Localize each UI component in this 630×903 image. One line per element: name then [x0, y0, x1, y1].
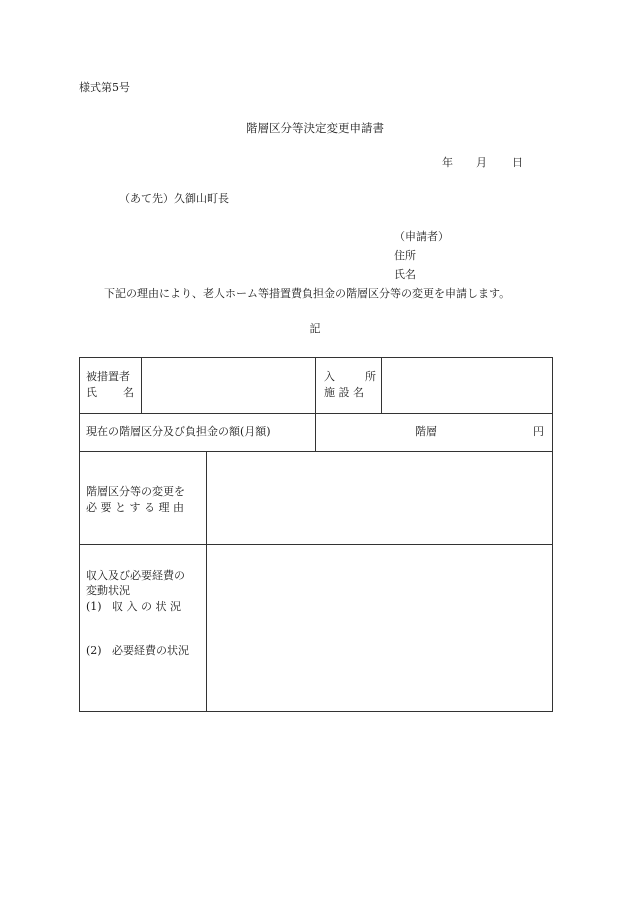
reason-field[interactable]: [207, 452, 552, 544]
person-label: 被措置者: [86, 370, 130, 383]
applicant-address-label: 住所: [394, 249, 416, 262]
date-month-label: 月: [476, 156, 487, 169]
applicant-label: （申請者）: [394, 230, 449, 243]
yen-unit-label: 円: [533, 425, 544, 438]
income-item-2-number: (2): [86, 644, 102, 657]
form-number: 様式第5号: [79, 81, 130, 94]
applicant-name-label: 氏名: [394, 268, 416, 281]
facility-name-field[interactable]: [382, 358, 552, 413]
date-year-label: 年: [442, 156, 453, 169]
facility-label-b: 所: [365, 370, 376, 383]
application-statement: 下記の理由により、老人ホーム等措置費負担金の階層区分等の変更を申請します。: [104, 287, 511, 300]
ki-marker: 記: [309, 322, 321, 335]
application-table: [79, 357, 553, 712]
reason-label-line2: 必 要 と す る 理 由: [86, 501, 184, 514]
person-name-label-a: 氏: [86, 386, 97, 399]
facility-name-label: 施 設 名: [324, 386, 364, 399]
facility-label-a: 入: [324, 370, 335, 383]
income-item-1-label: 収 入 の 状 況: [112, 600, 181, 613]
document-title: 階層区分等決定変更申請書: [246, 121, 384, 135]
income-label-line2: 変動状況: [86, 584, 130, 597]
income-item-2-label: 必要経費の状況: [112, 644, 189, 657]
income-item-1-number: (1): [86, 600, 102, 613]
current-tier-label: 現在の階層区分及び負担金の額(月額): [86, 425, 271, 438]
tier-unit-label: 階層: [415, 425, 437, 438]
addressee: （あて先）久御山町長: [119, 192, 229, 205]
date-day-label: 日: [512, 156, 523, 169]
income-expenses-field[interactable]: [207, 545, 552, 711]
person-name-label-b: 名: [123, 386, 134, 399]
reason-label-line1: 階層区分等の変更を: [86, 485, 185, 498]
income-label-line1: 収入及び必要経費の: [86, 569, 185, 582]
person-name-field[interactable]: [142, 358, 315, 413]
